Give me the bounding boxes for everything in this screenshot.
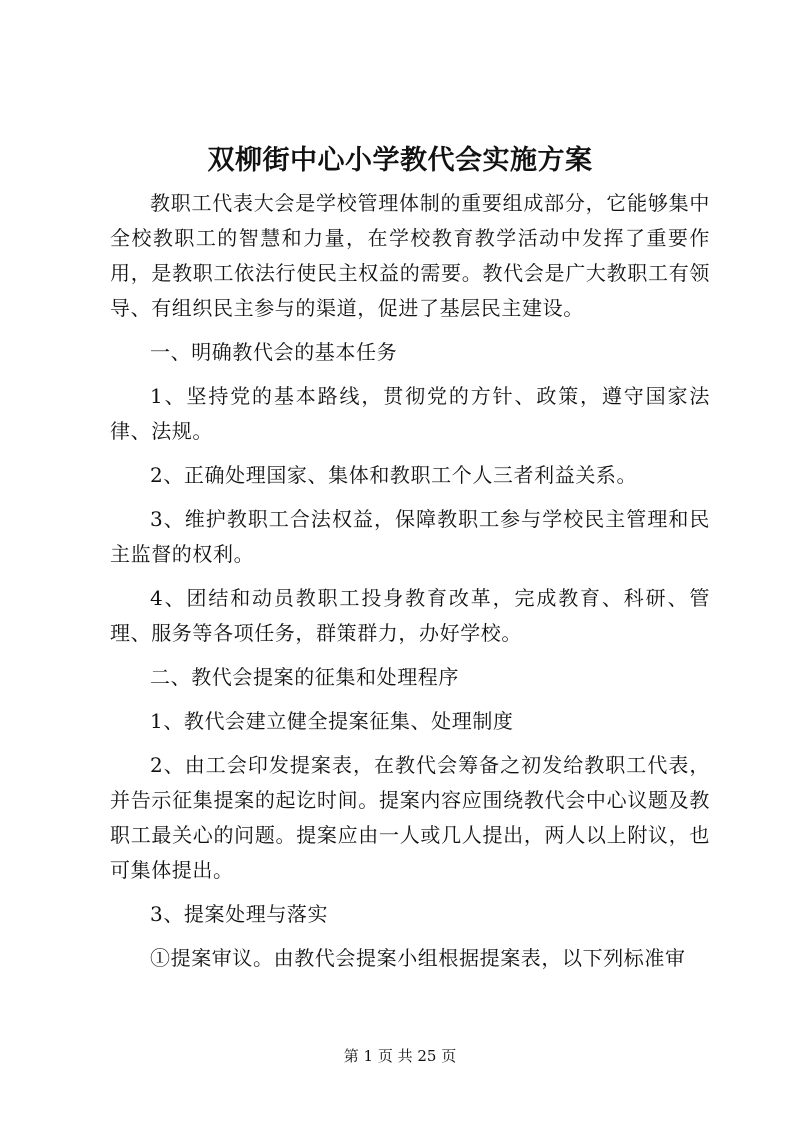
paragraph-item: 2、由工会印发提案表，在教代会筹备之初发给教职工代表，并告示征集提案的起讫时间。提案内容应围绕教代会中心议题及教职工最关心的问题。提案应由一人或几人提出，两人以上附议，也可集体提出。 [110,753,710,882]
section-heading-2: 二、教代会提案的征集和处理程序 [150,665,459,689]
document-title: 双柳街中心小学教代会实施方案 [207,145,593,176]
page-number-footer: 第 1 页 共 25 页 [343,1047,457,1065]
paragraph-item: 4、团结和动员教职工投身教育改革，完成教育、科研、管理、服务等各项任务，群策群力，办好学校。 [110,586,710,645]
paragraph-item: 1、坚持党的基本路线，贯彻党的方针、政策，遵守国家法律、法规。 [110,384,710,443]
paragraph-item: 3、维护教职工合法权益，保障教职工参与学校民主管理和民主监督的权利。 [110,507,710,566]
paragraph-item: ①提案审议。由教代会提案小组根据提案表，以下列标准审 [150,946,686,970]
paragraph-item: 1、教代会建立健全提案征集、处理制度 [150,709,514,733]
paragraph-item: 2、正确处理国家、集体和教职工个人三者利益关系。 [150,463,638,487]
paragraph-intro: 教职工代表大会是学校管理体制的重要组成部分，它能够集中全校教职工的智慧和力量，在学校教育教学活动中发挥了重要作用，是教职工依法行使民主权益的需要。教代会是广大教职工有领导、有组织民主参与的渠道，促进了基层民主建设。 [110,191,710,320]
document-body [110,186,710,985]
section-heading-1: 一、明确教代会的基本任务 [150,340,398,364]
paragraph-item: 3、提案处理与落实 [150,902,329,926]
